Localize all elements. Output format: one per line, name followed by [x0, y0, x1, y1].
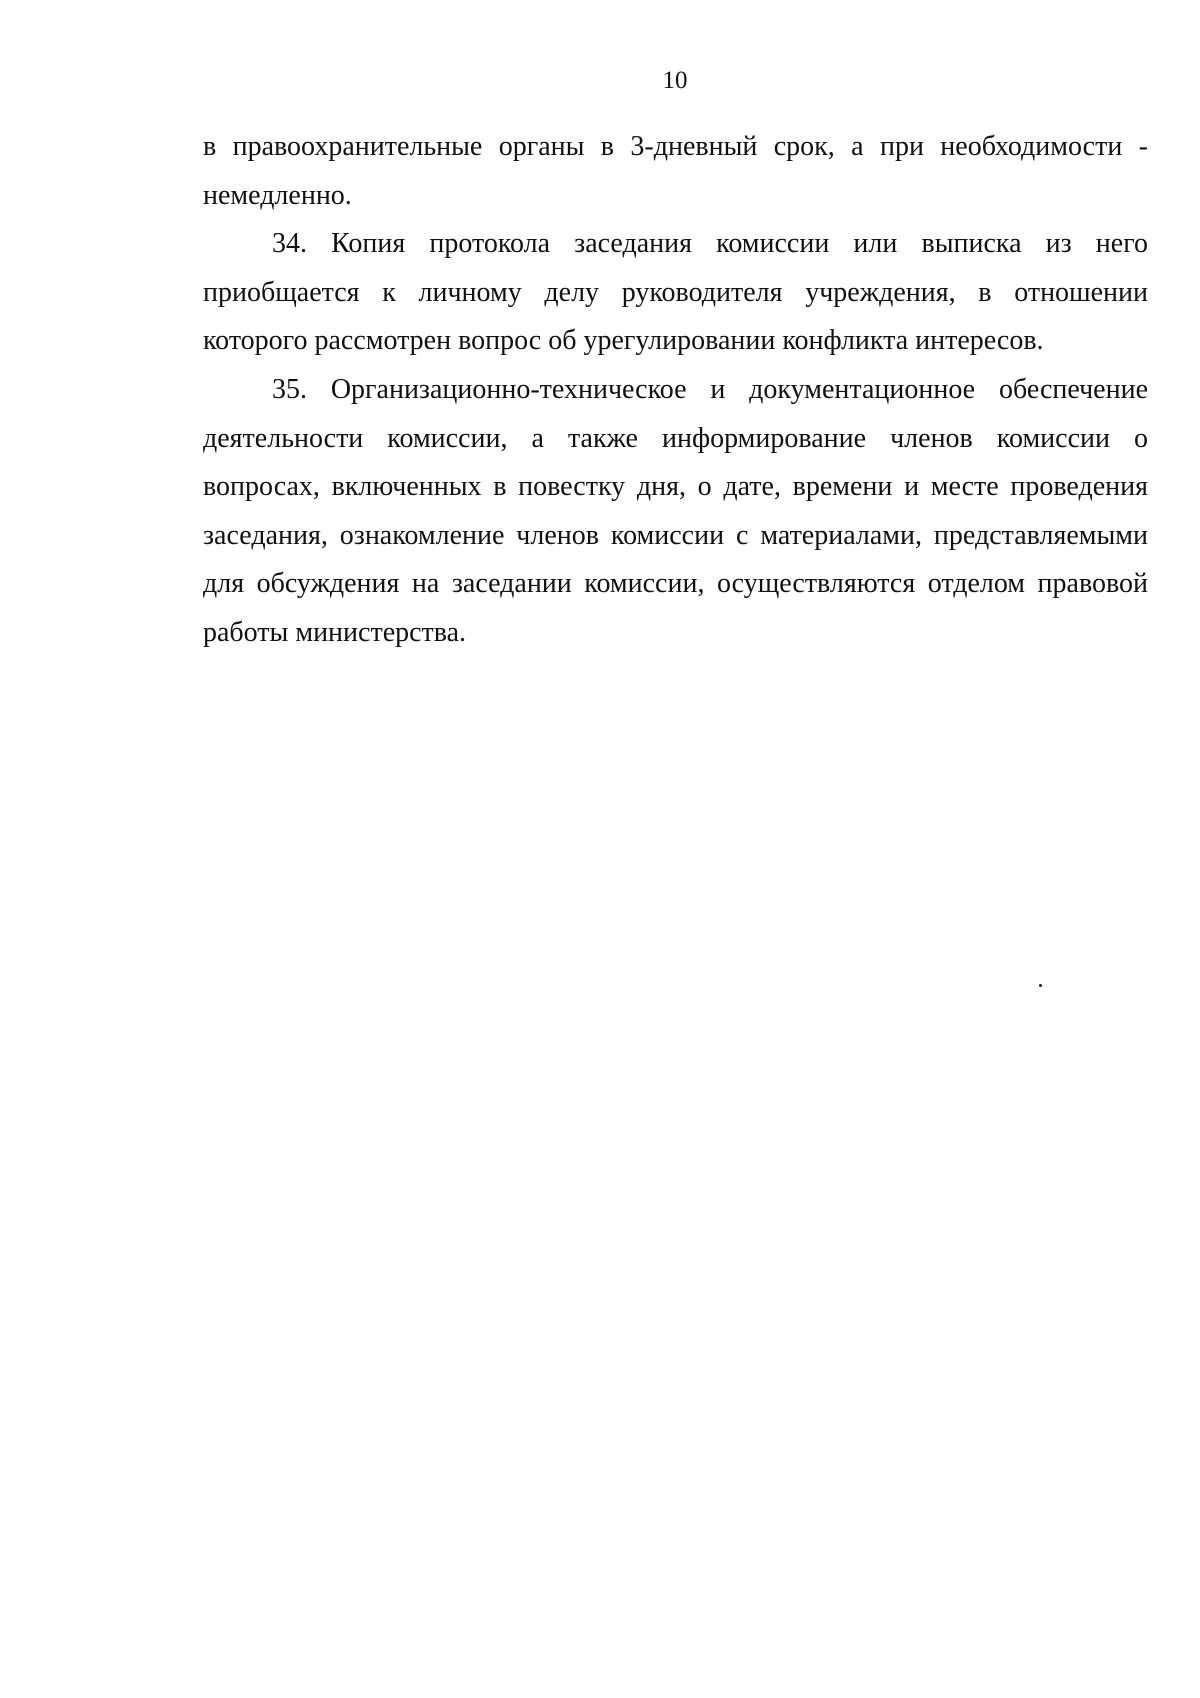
page-number: 10	[662, 67, 688, 94]
paragraph-continuation: в правоохранительные органы в 3-дневный срок, а при необходимости - немедленно.	[203, 131, 1148, 211]
paragraph-35: 35. Организационно-техническое и документационное обеспечение деятельности комиссии, а также информирование членов комиссии о вопросах, включенных в повестку дня, о дате, времени и месте проведения заседания, ознакомление членов комиссии с материалами, представляемыми для обсуждения на заседании комиссии, осуществляются отделом правовой работы министерства.	[203, 373, 1148, 648]
paragraph-34: 34. Копия протокола заседания комиссии или выписка из него приобщается к личному делу руководителя учреждения, в отношении которого рассмотрен вопрос об урегулировании конфликта интересов.	[203, 228, 1148, 357]
scan-speck	[1039, 984, 1042, 987]
document-body	[203, 123, 1148, 658]
